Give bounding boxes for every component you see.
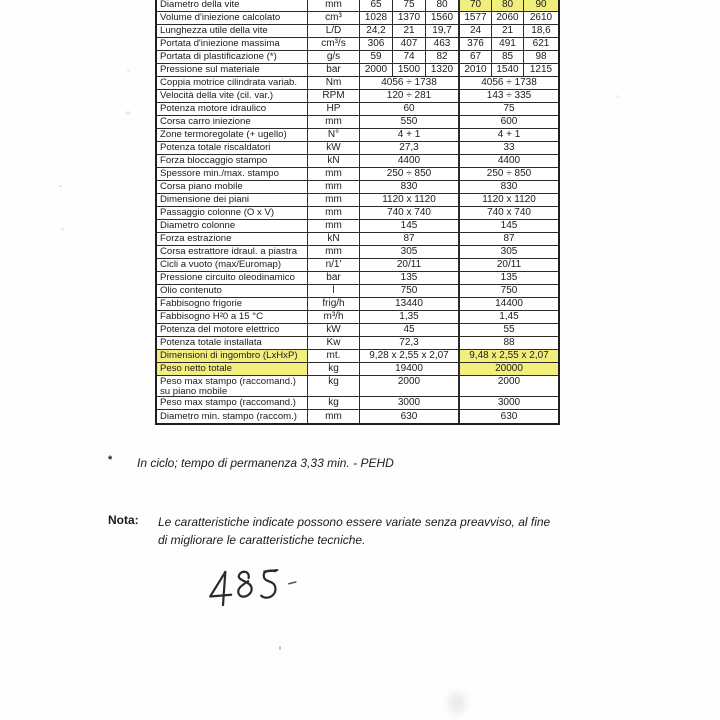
row-label: Fabbisogno H²0 a 15 °C (157, 311, 308, 323)
row-value: 491 (492, 38, 524, 50)
scan-speckle (59, 185, 62, 187)
handwritten-page-number (204, 565, 301, 615)
table-row (157, 38, 558, 51)
table-row (157, 298, 558, 311)
row-value-left: 2000 (360, 376, 460, 396)
row-unit: m³/h (308, 311, 360, 323)
table-row (157, 350, 558, 363)
row-unit: mm (308, 0, 360, 11)
scan-speckle (279, 646, 281, 650)
row-value-left: 27,3 (360, 142, 460, 154)
row-label: Diametro min. stampo (raccom.) (157, 410, 308, 423)
table-row (157, 64, 558, 77)
row-value: 306 (360, 38, 393, 50)
row-label: Potenza motore idraulico (157, 103, 308, 115)
row-value-right: 600 (500, 116, 518, 127)
row-value-right: 88 (503, 337, 515, 348)
row-value-left: 120 ÷ 281 (360, 90, 460, 102)
table-row (157, 129, 558, 142)
row-value: 19,7 (426, 25, 460, 37)
spec-table (155, 0, 560, 425)
table-row (157, 116, 558, 129)
row-value-right: 630 (500, 410, 518, 422)
table-row (157, 103, 558, 116)
table-row (157, 272, 558, 285)
row-unit: mm (308, 194, 360, 206)
row-value-right: 250 ÷ 850 (486, 168, 532, 179)
row-label: Potenza del motore elettrico (157, 324, 308, 336)
footnote-symbol: * (108, 454, 113, 466)
row-unit: mm (308, 116, 360, 128)
scan-speckle (61, 228, 64, 230)
row-value-right: 145 (500, 220, 518, 231)
table-row (157, 25, 558, 38)
row-value: 18,6 (531, 25, 551, 36)
note-text-line1: Le caratteristiche indicate possono essere variate senza preavviso, al fine (158, 515, 551, 529)
row-value-right: 14400 (495, 298, 523, 309)
row-value: 1560 (426, 12, 460, 24)
row-value: 82 (426, 51, 460, 63)
row-value: 1028 (360, 12, 393, 24)
row-value: 65 (360, 0, 393, 11)
table-row (157, 181, 558, 194)
row-value-left: 60 (360, 103, 460, 115)
row-value-right: 740 x 740 (487, 207, 531, 218)
row-value: 21 (393, 25, 426, 37)
row-unit: kW (308, 142, 360, 154)
row-label: Portata di plastificazione (*) (157, 51, 308, 63)
row-value: 2060 (492, 12, 524, 24)
note-text-line2: di migliorare le caratteristiche tecniche. (158, 533, 366, 547)
row-value-right: 75 (503, 103, 515, 114)
table-row (157, 363, 558, 376)
row-label: Peso max stampo (raccomand.) su piano mobile (157, 376, 308, 396)
row-unit: kW (308, 324, 360, 336)
row-value: 21 (492, 25, 524, 37)
row-value-right: 750 (500, 285, 518, 296)
row-value: 1577 (460, 12, 492, 24)
table-row (157, 155, 558, 168)
table-row (157, 142, 558, 155)
row-value: 407 (393, 38, 426, 50)
row-label: Fabbisogno frigorie (157, 298, 308, 310)
table-row (157, 337, 558, 350)
row-value: 98 (535, 51, 547, 62)
footnote-text: In ciclo; tempo di permanenza 3,33 min. - PEHD (137, 456, 394, 470)
row-value-right: 4056 ÷ 1738 (481, 77, 537, 88)
table-row (157, 0, 558, 12)
row-value-left: 72,3 (360, 337, 460, 349)
row-value-left: 145 (360, 220, 460, 232)
row-label: Passaggio colonne (O x V) (157, 207, 308, 219)
row-value-right: 305 (500, 246, 518, 257)
row-value-left: 250 ÷ 850 (360, 168, 460, 180)
row-unit: frig/h (308, 298, 360, 310)
row-value-right: 55 (503, 324, 515, 335)
row-value-right: 33 (503, 142, 515, 153)
row-label: Dimensioni di ingombro (LxHxP) (157, 350, 308, 362)
row-value-left: 4400 (360, 155, 460, 167)
table-row (157, 259, 558, 272)
row-label: Olio contenuto (157, 285, 308, 297)
table-row (157, 77, 558, 90)
row-unit: Kw (308, 337, 360, 349)
row-unit: kN (308, 233, 360, 245)
row-value-left: 4056 ÷ 1738 (360, 77, 460, 89)
row-value-left: 19400 (360, 363, 460, 375)
row-label: Peso netto totale (157, 363, 308, 375)
row-label: Dimensione dei piani (157, 194, 308, 206)
row-value: 1215 (529, 64, 553, 75)
row-value-right: 20/11 (496, 259, 522, 270)
row-value-left: 1120 x 1120 (360, 194, 460, 206)
row-value: 1500 (393, 64, 426, 76)
row-value-left: 830 (360, 181, 460, 193)
row-label: Zone termoregolate (+ ugello) (157, 129, 308, 141)
row-unit: mm (308, 410, 360, 423)
row-value: 75 (393, 0, 426, 11)
row-label: Pressione sul materiale (157, 64, 308, 76)
row-value-left: 630 (360, 410, 460, 423)
row-unit: bar (308, 272, 360, 284)
row-value-left: 740 x 740 (360, 207, 460, 219)
row-unit: mm (308, 207, 360, 219)
row-value: 80 (492, 0, 524, 11)
row-value-right: 830 (500, 181, 518, 192)
row-label: Portata d'iniezione massima (157, 38, 308, 50)
row-value-right: 135 (500, 272, 518, 283)
row-label: Corsa piano mobile (157, 181, 308, 193)
table-row (157, 376, 558, 397)
row-unit: HP (308, 103, 360, 115)
row-unit: g/s (308, 51, 360, 63)
row-value: 74 (393, 51, 426, 63)
note-label: Nota: (108, 513, 139, 527)
row-value: 24 (460, 25, 492, 37)
row-unit: cm³/s (308, 38, 360, 50)
row-value-left: 20/11 (360, 259, 460, 271)
row-value: 1370 (393, 12, 426, 24)
row-label: Coppia motrice cilindrata variab. (157, 77, 308, 89)
row-unit: mm (308, 181, 360, 193)
row-unit: l (308, 285, 360, 297)
row-value-left: 45 (360, 324, 460, 336)
table-row (157, 285, 558, 298)
row-label: Diametro colonne (157, 220, 308, 232)
row-value: 80 (426, 0, 460, 11)
row-unit: mm (308, 168, 360, 180)
scan-smudge (448, 692, 466, 714)
note-text (158, 513, 598, 549)
row-value-right: 20000 (460, 363, 558, 375)
row-value: 376 (460, 38, 492, 50)
row-unit: mm (308, 246, 360, 258)
row-unit: kg (308, 397, 360, 409)
table-row (157, 194, 558, 207)
row-label: Potenza totale installata (157, 337, 308, 349)
row-unit: mm (308, 220, 360, 232)
row-value-left: 3000 (360, 397, 460, 409)
row-label: Cicli a vuoto (max/Euromap) (157, 259, 308, 271)
row-unit: bar (308, 64, 360, 76)
row-value-left: 305 (360, 246, 460, 258)
table-row (157, 324, 558, 337)
row-unit: kg (308, 363, 360, 375)
row-value-left: 9,28 x 2,55 x 2,07 (360, 350, 460, 362)
row-value: 2010 (460, 64, 492, 76)
row-value-right: 87 (503, 233, 515, 244)
table-row (157, 311, 558, 324)
row-label: Potenza totale riscaldatori (157, 142, 308, 154)
table-row (157, 51, 558, 64)
row-unit: L/D (308, 25, 360, 37)
row-label: Lunghezza utile della vite (157, 25, 308, 37)
row-label: Diametro della vite (157, 0, 308, 11)
row-unit: N° (308, 129, 360, 141)
handwriting-485-icon (204, 565, 300, 610)
row-value-left: 750 (360, 285, 460, 297)
row-value-left: 1,35 (360, 311, 460, 323)
row-value: 24,2 (360, 25, 393, 37)
row-value-right: 4 + 1 (497, 129, 521, 140)
row-value: 2000 (360, 64, 393, 76)
row-label: Corsa carro iniezione (157, 116, 308, 128)
table-row (157, 207, 558, 220)
row-unit: RPM (308, 90, 360, 102)
table-row (157, 397, 558, 410)
row-label: Forza estrazione (157, 233, 308, 245)
row-unit: kg (308, 376, 360, 396)
row-value-right: 2000 (497, 376, 521, 387)
row-value: 90 (524, 0, 558, 11)
row-label: Pressione circuito oleodinamico (157, 272, 308, 284)
row-label: Forza bloccaggio stampo (157, 155, 308, 167)
row-value-right: 9,48 x 2,55 x 2,07 (460, 350, 558, 362)
row-value-left: 550 (360, 116, 460, 128)
scan-speckle (616, 95, 619, 98)
row-value: 85 (492, 51, 524, 63)
row-value-right: 1120 x 1120 (482, 194, 536, 205)
row-unit: cm³ (308, 12, 360, 24)
row-value: 67 (460, 51, 492, 63)
row-label: Volume d'iniezione calcolato (157, 12, 308, 24)
row-value: 1320 (426, 64, 460, 76)
row-value: 1540 (492, 64, 524, 76)
row-value-left: 13440 (360, 298, 460, 310)
table-row (157, 168, 558, 181)
row-unit: Nm (308, 77, 360, 89)
row-value: 621 (532, 38, 550, 49)
table-row (157, 90, 558, 103)
row-label: Corsa estrattore idraul. a piastra (157, 246, 308, 258)
table-row (157, 246, 558, 259)
row-unit: mt. (308, 350, 360, 362)
scan-speckle (127, 69, 130, 72)
row-value-right: 1,45 (499, 311, 519, 322)
table-row (157, 233, 558, 246)
row-value: 463 (426, 38, 460, 50)
row-value: 2610 (529, 12, 553, 23)
row-value-right: 4400 (497, 155, 521, 166)
table-row (157, 220, 558, 233)
row-unit: kN (308, 155, 360, 167)
row-label: Velocità della vite (cil. var.) (157, 90, 308, 102)
row-value: 59 (360, 51, 393, 63)
row-label: Peso max stampo (raccomand.) (157, 397, 308, 409)
table-row (157, 12, 558, 25)
scan-speckle (126, 111, 130, 115)
row-value-left: 87 (360, 233, 460, 245)
row-value-left: 135 (360, 272, 460, 284)
row-value: 70 (460, 0, 492, 11)
row-value-right: 143 ÷ 335 (486, 90, 532, 101)
row-unit: n/1' (308, 259, 360, 271)
row-value-left: 4 + 1 (360, 129, 460, 141)
table-row (157, 410, 558, 423)
row-label: Spessore min./max. stampo (157, 168, 308, 180)
row-value-right: 3000 (497, 397, 521, 408)
